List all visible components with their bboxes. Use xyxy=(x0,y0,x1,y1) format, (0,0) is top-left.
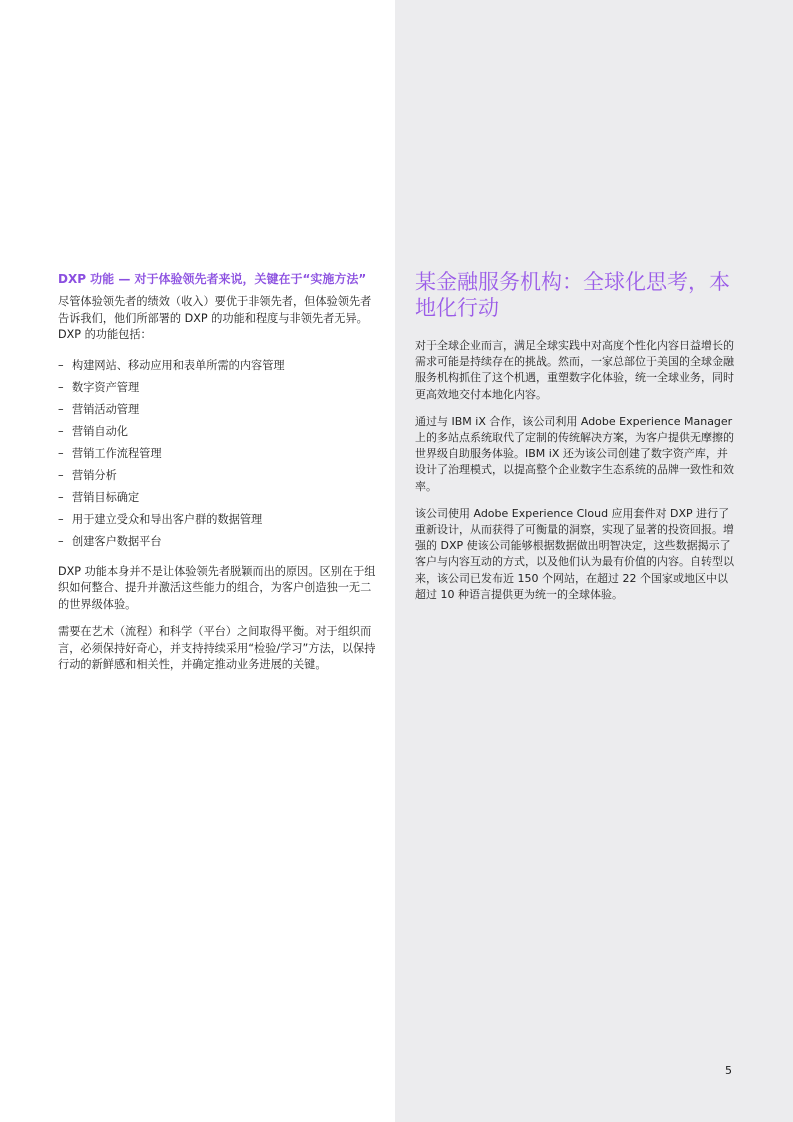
intro-paragraph: 尽管体验领先者的绩效（收入）要优于非领先者，但体验领先者告诉我们，他们所部署的 DXP 的功能和程度与非领先者无异。DXP 的功能包括： xyxy=(58,295,372,341)
list-dash: – xyxy=(58,424,64,438)
feature-list xyxy=(58,355,380,553)
list-dash: – xyxy=(58,512,64,526)
list-dash: – xyxy=(58,358,64,372)
list-dash: – xyxy=(58,402,64,416)
feature-list-item xyxy=(58,531,380,553)
feature-label: 营销目标确定 xyxy=(72,490,140,504)
section-heading: DXP 功能 — 对于体验领先者来说，关键在于“实施方法” xyxy=(58,272,367,286)
feature-list-item xyxy=(58,377,380,399)
case-study-panel xyxy=(395,0,793,1122)
feature-list-item xyxy=(58,421,380,443)
feature-label: 用于建立受众和导出客户群的数据管理 xyxy=(72,512,263,526)
left-column xyxy=(0,0,395,1122)
feature-label: 创建客户数据平台 xyxy=(72,534,162,548)
feature-list-item xyxy=(58,465,380,487)
list-dash: – xyxy=(58,490,64,504)
feature-label: 构建网站、移动应用和表单所需的内容管理 xyxy=(72,358,285,372)
paragraph-balance: 需要在艺术（流程）和科学（平台）之间取得平衡。对于组织而言，必须保持好奇心，并支持持续采用“检验/学习”方法，以保持行动的新鲜感和相关性，并确定推动业务进展的关键。 xyxy=(58,625,376,671)
feature-list-item xyxy=(58,399,380,421)
list-dash: – xyxy=(58,468,64,482)
case-study-title: 某金融服务机构：全球化思考，本地化行动 xyxy=(415,270,730,320)
page-number: 5 xyxy=(725,1064,732,1077)
feature-label: 营销自动化 xyxy=(72,424,128,438)
feature-list-item xyxy=(58,443,380,465)
feature-label: 营销分析 xyxy=(72,468,117,482)
case-paragraph-3: 该公司使用 Adobe Experience Cloud 应用套件对 DXP 进行了重新设计，从而获得了可衡量的洞察，实现了显著的投资回报。增强的 DXP 使该公司能够根据数据做出明智决定，这些数据揭示了客户与内容互动的方式，以及他们认为最有价值的内容。自转型以来，该公司已发布近 150 个网站，在超过 22 个国家或地区中以超过 10 种语言提供更为统一的全球体验。 xyxy=(415,506,734,601)
list-dash: – xyxy=(58,534,64,548)
case-paragraph-1: 对于全球企业而言，满足全球实践中对高度个性化内容日益增长的需求可能是持续存在的挑战。然而，一家总部位于美国的全球金融服务机构抓住了这个机遇，重塑数字化体验，统一全球业务，同时更高效地交付本地化内容。 xyxy=(415,339,734,401)
feature-label: 营销工作流程管理 xyxy=(72,446,162,460)
feature-label: 营销活动管理 xyxy=(72,402,140,416)
feature-list-item xyxy=(58,487,380,509)
paragraph-differentiator: DXP 功能本身并不是让体验领先者脱颖而出的原因。区别在于组织如何整合、提升并激活这些能力的组合，为客户创造独一无二的世界级体验。 xyxy=(58,564,376,611)
case-study-content xyxy=(415,269,737,614)
list-dash: – xyxy=(58,446,64,460)
left-content xyxy=(58,271,380,685)
case-paragraph-2: 通过与 IBM iX 合作，该公司利用 Adobe Experience Manager 上的多站点系统取代了定制的传统解决方案，为客户提供无摩擦的世界级自助服务体验。IBM iX 还为该公司创建了数字资产库，并设计了治理模式，以提高整个企业数字生态系统的品牌一致性和效率。 xyxy=(415,414,734,493)
feature-list-item xyxy=(58,509,380,531)
feature-label: 数字资产管理 xyxy=(72,380,140,394)
list-dash: – xyxy=(58,380,64,394)
feature-list-item xyxy=(58,355,380,377)
